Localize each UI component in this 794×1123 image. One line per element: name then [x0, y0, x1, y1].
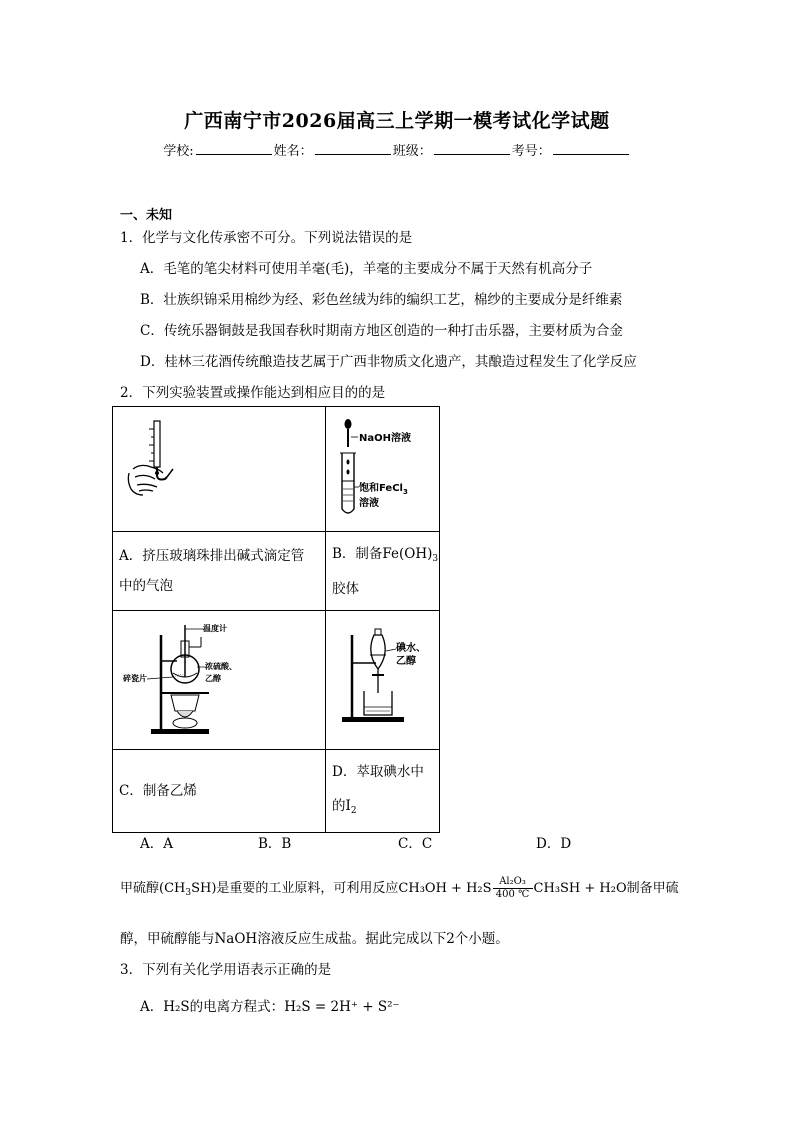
section-heading: 一、未知	[120, 208, 173, 223]
class-label: 班级：	[392, 144, 432, 159]
caption-d-formula: I	[345, 797, 351, 814]
q1-option-a: A．毛笔的笔尖材料可使用羊毫(毛)，羊毫的主要成分不属于天然有机高分子	[140, 261, 593, 277]
caption-c: C．制备乙烯	[119, 783, 197, 799]
reaction-condition	[493, 876, 533, 901]
school-blank[interactable]	[196, 142, 272, 155]
cell-b-caption	[326, 532, 440, 611]
q2-option-c: C．C	[398, 836, 433, 852]
burette-illustration	[113, 407, 325, 527]
q1-stem: 1．化学与文化传承密不可分。下列说法错误的是	[120, 230, 413, 246]
q3-option-a	[140, 997, 400, 1017]
q3-option-a-equation: H₂S = 2H⁺ + S²⁻	[284, 999, 400, 1015]
cell-b-image	[326, 407, 440, 532]
caption-d-pre: D．萃取碘水中的	[332, 763, 424, 814]
caption-b-sub: 3	[432, 553, 439, 564]
q2-option-d: D．D	[536, 836, 572, 852]
q1-option-c: C．传统乐器铜鼓是我国春秋时期南方地区创造的一种打击乐器，主要材质为合金	[140, 323, 623, 339]
q2-stem: 2．下列实验装置或操作能达到相应目的的是	[120, 385, 386, 401]
q2-option-a: A．A	[140, 836, 173, 852]
q3-option-a-text: A．H₂S的电离方程式：	[140, 999, 285, 1015]
svg-text:饱和FeCl3	[359, 481, 408, 496]
q1-option-d: D．桂林三花酒传统酿造技艺属于广西非物质文化遗产，其酿造过程发生了化学反应	[140, 354, 637, 370]
acid-label-1: 浓硫酸、	[205, 662, 237, 671]
passage-sub1: 3	[185, 888, 192, 898]
caption-d-sub: 2	[350, 805, 357, 816]
caption-b-pre: B．制备	[332, 545, 383, 562]
cell-a-image	[113, 407, 326, 532]
page-title: 广西南宁市2026届高三上学期一模考试化学试题	[184, 110, 610, 132]
chips-label: 碎瓷片	[123, 674, 147, 683]
iodine-label-2: 乙醇	[396, 656, 416, 667]
caption-b-formula: Fe(OH)	[382, 545, 433, 562]
equation-right: CH₃SH + H₂O	[533, 881, 627, 896]
passage-part1: 甲硫醇(CH	[120, 881, 186, 896]
iodine-label-1: 碘水、	[396, 643, 426, 654]
passage-line-1	[120, 876, 679, 903]
passage-part2: SH)是重要的工业原料，可利用反应	[191, 881, 399, 896]
caption-a: A．挤压玻璃珠排出碱式滴定管中的气泡	[119, 548, 305, 594]
cell-c-image	[113, 611, 326, 750]
class-blank[interactable]	[434, 142, 510, 155]
caption-b-post: 胶体	[332, 580, 359, 597]
name-blank[interactable]	[315, 142, 391, 155]
experiment-table	[112, 406, 440, 833]
test-tube-naoh-illustration	[326, 407, 439, 527]
cell-c-caption	[113, 750, 326, 833]
cell-d-image	[326, 611, 440, 750]
school-label: 学校:	[163, 144, 194, 159]
fecl3-solution-label: 溶液	[359, 498, 379, 509]
acid-label-2: 乙醇	[205, 674, 221, 683]
q1-option-b: B．壮族织锦采用棉纱为经、彩色丝绒为纬的编织工艺，棉纱的主要成分是纤维素	[140, 292, 623, 308]
condition-temperature: 400 ℃	[495, 889, 530, 900]
ethylene-apparatus-illustration	[113, 611, 325, 745]
condition-catalyst: Al₂O₃	[499, 876, 526, 887]
exam-no-blank[interactable]	[553, 142, 629, 155]
cell-a-caption	[113, 532, 326, 611]
passage-line-2: 醇，甲硫醇能与NaOH溶液反应生成盐。据此完成以下2个小题。	[120, 931, 509, 947]
passage-part3: 制备甲硫	[626, 881, 679, 896]
svg-text:∴∵∴: ∴∵∴	[175, 673, 185, 679]
fecl3-sub: 3	[402, 488, 408, 496]
caption-d	[332, 755, 432, 828]
name-label: 姓名：	[273, 144, 313, 159]
q2-option-b: B．B	[258, 836, 292, 852]
exam-no-label: 考号：	[511, 144, 551, 159]
separatory-funnel-illustration	[326, 611, 439, 745]
equation-left: CH₃OH + H₂S	[398, 881, 492, 896]
student-info-line	[0, 140, 794, 159]
thermometer-label: 温度计	[203, 624, 227, 633]
naoh-label: NaOH溶液	[359, 433, 411, 444]
cell-d-caption	[326, 750, 440, 833]
fecl3-label: 饱和FeCl	[359, 483, 403, 494]
q3-stem: 3．下列有关化学用语表示正确的是	[120, 962, 332, 978]
